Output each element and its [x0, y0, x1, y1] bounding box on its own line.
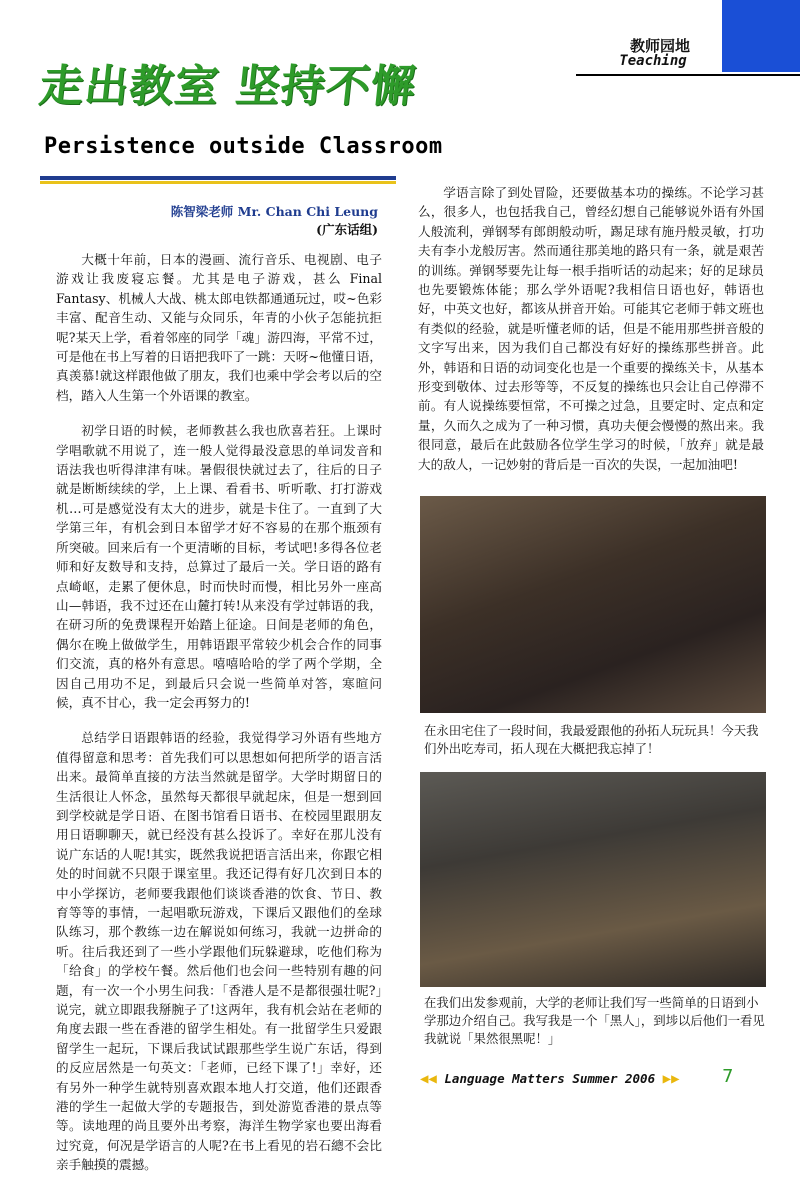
right-column: [418, 183, 764, 490]
photo-classroom-children: [420, 772, 766, 987]
section-label-en: Teaching: [619, 53, 687, 69]
article-title-en: Persistence outside Classroom: [44, 134, 443, 159]
paragraph: 学语言除了到处冒险，还要做基本功的操练。不论学习甚么，很多人，也包括我自己，曾经幻想自己能够说外语有外国人般流利，弹钢琴有郎朗般动听，踢足球有施丹般灵敏，打功夫有李小龙般厉害。然而通往那美地的路只有一条，就是艰苦的训练。弹钢琴要先让每一根手指听话的动起来；好的足球员也先要锻炼体能；那么学外语呢?我相信日语也好，韩语也好，中英文也好，都该从拼音开始。可能其它老师于韩文班也有类似的经验，就是听懂老师的话，但是不能用那些拼音般的文字写出来，因为我们自己都没有好好的操练那些拼音。此外，韩语和日语的动词变化也是一个重要的操练关卡，从基本形变到敬体、过去形等等，不反复的操练也只会让自己停滞不前。有人说操练要恒常，不可操之过急，且要定时、定点和定量，久而久之成为了一种习惯，真功夫便会慢慢的熬出来。我很同意，最后在此鼓励各位学生学习的时候，「放弃」就是最大的敌人，一记妙射的背后是一百次的失误，一起加油吧!: [418, 185, 764, 472]
page-number: 7: [722, 1066, 734, 1087]
paragraph: 总结学日语跟韩语的经验，我觉得学习外语有些地方值得留意和思考：首先我们可以思想如何把所学的语言活出来。最简单直接的方法当然就是留学。大学时期留日的生活很让人怀念，虽然每天都很早就起床，但是一想到回到学校就是学日语、在图书馆看日语书、在校园里跟朋友用日语聊聊天，就已经没有甚么投诉了。幸好在那儿没有说广东话的人呢!其实，既然我说把语言活出来，你跟它相处的时间就不只限于课室里。我还记得有好几次到日本的中小学探访，老师要我跟他们谈谈香港的饮食、节日、教育等等的事情，一起唱歌玩游戏，下课后又跟他们的垒球队练习，那个教练一边在解说如何练习，我就一边拼命的听。往后我还到了一些小学跟他们玩躲避球，吃他们称为「给食」的学校午餐。然后他们也会问一些特别有趣的问题，有一次一个小男生问我：「香港人是不是都很强壮呢?」说完，就立即跟我掰腕子了!这两年，我有机会站在老师的角度去跟一些在香港的留学生相处。有一批留学生只爱跟留学生一起玩，下课后我试试跟那些学生说广东话，得到的反应居然是一句英文：「老师，已经下课了!」幸好，还有另外一种学生就特别喜欢跟本地人打交道，他们还跟香港的学生一起做大学的专题报告，到处游览香港的景点等等。读地理的尚且要外出考察，海洋生物学家也要出海看过究竟，何况是学语言的人呢?在书上看见的岩石總不会比亲手触摸的震撼。: [56, 730, 382, 1173]
footer: [420, 1071, 766, 1087]
title-rule-blue: [40, 176, 396, 180]
header-divider: [576, 74, 800, 76]
photo-sushi-dinner: [420, 496, 766, 713]
footer-publication: Language Matters Summer 2006: [444, 1071, 656, 1086]
author-name: 陈智梁老师 Mr. Chan Chi Leung: [170, 204, 378, 219]
double-right-arrow-icon: ▶▶: [662, 1071, 680, 1087]
paragraph: 初学日语的时候，老师教甚么我也欣喜若狂。上课时学唱歌就不用说了，连一般人觉得最没意思的单词发音和语法我也听得津津有味。暑假很快就过去了，往后的日子就是断断续续的学，上上课、看看书、听听歌、打打游戏机…可是感觉没有太大的进步，就是卡住了。一直到了大学第三年，有机会到日本留学才好不容易的在那个瓶颈有所突破。回来后有一个更清晰的目标，考试吧!多得各位老师和好友数导和支持，总算过了最后一关。学日语的路有点崎岖，走累了便休息，时而快时而慢，相比另外一座高山—韩语，我不过还在山麓打转!从来没有学过韩语的我，在研习所的免费课程开始踏上征途。日间是老师的角色，偶尔在晚上做做学生，用韩语跟平常较少机会合作的同事们交流，真的格外有意思。嘻嘻哈哈的学了两个学期，全因自己用功不足，到最后只会说一些简单对答，寒暄问候，真不甘心，我一定会再努力的!: [56, 423, 382, 710]
double-left-arrow-icon: ◀◀: [420, 1071, 437, 1087]
article-title-cn: 走出教室 坚持不懈: [36, 61, 419, 112]
author-department: (广东话组): [316, 222, 378, 237]
photo-caption: 在我们出发参观前，大学的老师让我们写一些简单的日语到小学那边介绍自己。我写我是一个「黑人」，到埗以后他们一看见我就说「果然很黑呢！」: [424, 995, 765, 1046]
left-column: [56, 250, 382, 1191]
title-rule-yellow: [40, 181, 396, 184]
section-label-cn: 教师园地: [629, 37, 690, 55]
paragraph: 大概十年前，日本的漫画、流行音乐、电视剧、电子游戏让我废寝忘餐。尤其是电子游戏，甚么 Final Fantasy、机械人大战、桃太郎电铁都通通玩过，哎~色彩丰富、配音生动、又能与众同乐，年青的小伙子怎能抗拒呢?某天上学，看着邻座的同学「魂」游四海，平常不过，可是他在书上写着的日语把我吓了一跳：天呀~他懂日语，真羡慕!就这样跟他做了朋友，我们也乘中学会考以后的空档，踏入人生第一个外语课的教室。: [56, 252, 382, 403]
photo-caption: 在永田宅住了一段时间，我最爱跟他的孙拓人玩玩具！今天我们外出吃寿司，拓人现在大概把我忘掉了！: [424, 723, 759, 756]
corner-accent-block: [722, 0, 800, 72]
